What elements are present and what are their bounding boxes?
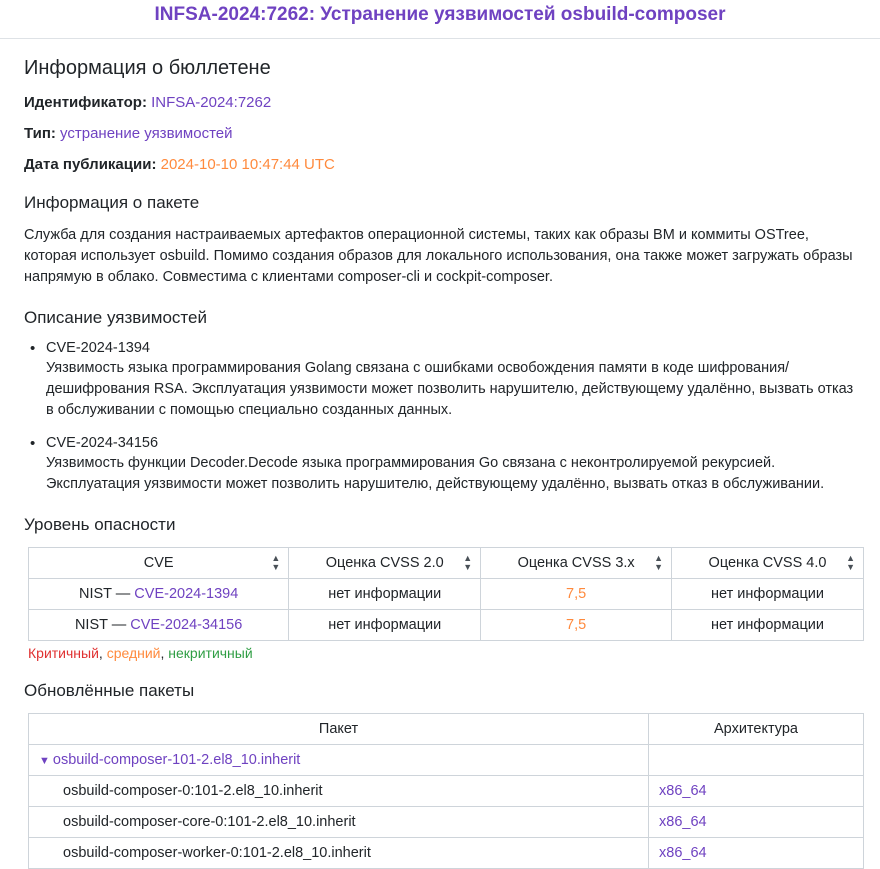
package-description: Служба для создания настраиваемых артефактов операционной системы, таких как образы ВМ и коммиты OSTree, которая использует osbuild. Помимо создания образов для локального использования, она также может загружать образы напрямую в облако. Совместима с клиентами composer-cli и cockpit-composer. — [24, 227, 853, 286]
bulletin-date-label: Дата публикации: — [24, 156, 157, 173]
legend-medium: средний — [106, 645, 161, 662]
column-header-cvss3-label: Оценка CVSS 3.x — [517, 555, 635, 572]
vulnerability-description: Уязвимость языка программирования Golang связана с ошибками освобождения памяти в коде шифрования/дешифрования RSA. Эксплуатация уязвимости может позволить нарушителю, действующему удалённо, вызвать отказ в обслуживании с помощью специально созданных данных. — [46, 360, 854, 419]
bulletin-type-row — [24, 125, 856, 142]
package-name: osbuild-composer-0:101-2.el8_10.inherit — [29, 776, 649, 807]
severity-cve-link[interactable]: CVE-2024-1394 — [134, 586, 239, 603]
vulnerability-description: Уязвимость функции Decoder.Decode языка программирования Go связана с неконтролируемой рекурсией. Эксплуатация уязвимости может позволить нарушителю, действующему удалённо, вызвать отказ в обслуживании. — [46, 455, 825, 493]
bulletin-id-label: Идентификатор: — [24, 94, 147, 111]
bulletin-id-link[interactable]: INFSA-2024:7262 — [151, 94, 272, 111]
severity-cvss4-cell: нет информации — [672, 610, 864, 641]
column-header-cve[interactable] — [29, 548, 289, 579]
package-name: osbuild-composer-worker-0:101-2.el8_10.inherit — [29, 838, 649, 869]
column-header-arch: Архитектура — [649, 714, 864, 745]
package-arch-cell — [649, 776, 864, 807]
package-group-arch — [649, 745, 864, 776]
package-arch[interactable]: x86_64 — [659, 783, 707, 800]
package-group-label[interactable]: osbuild-composer-101-2.el8_10.inherit — [52, 752, 301, 769]
package-arch[interactable]: x86_64 — [659, 814, 707, 831]
bulletin-date-value: 2024-10-10 10:47:44 UTC — [160, 156, 335, 173]
sort-icon[interactable]: ▲ ▼ — [654, 553, 664, 573]
table-row — [29, 610, 864, 641]
table-header-row — [29, 714, 864, 745]
title-divider — [0, 38, 880, 39]
table-row — [29, 579, 864, 610]
vulnerability-id: • CVE-2024-34156 — [46, 435, 159, 452]
severity-source: NIST — — [74, 617, 127, 634]
severity-cvss3-cell: 7,5 — [481, 579, 672, 610]
vulnerability-list — [24, 340, 856, 495]
packages-heading: Обновлённые пакеты — [24, 681, 195, 701]
column-header-cvss2[interactable] — [289, 548, 481, 579]
legend-critical: Критичный — [28, 645, 99, 662]
package-arch[interactable]: x86_64 — [659, 845, 707, 862]
severity-cve-link[interactable]: CVE-2024-34156 — [130, 617, 243, 634]
severity-cve-cell — [29, 610, 289, 641]
severity-source: NIST — — [78, 586, 131, 603]
packages-table — [28, 713, 864, 869]
column-header-cvss4[interactable] — [672, 548, 864, 579]
package-arch-cell — [649, 838, 864, 869]
page-title: INFSA-2024:7262: Устранение уязвимостей osbuild-composer — [154, 4, 726, 25]
sort-icon[interactable]: ▲ ▼ — [846, 553, 855, 573]
bulletin-id-row — [24, 94, 856, 111]
table-row — [29, 807, 864, 838]
bulletin-type-label: Тип: — [24, 125, 56, 142]
package-group-row[interactable] — [29, 745, 864, 776]
content-area — [0, 57, 880, 869]
column-header-cvss3[interactable] — [481, 548, 672, 579]
table-header-row — [29, 548, 864, 579]
severity-cvss2-cell: нет информации — [289, 579, 481, 610]
table-row — [29, 838, 864, 869]
package-info-heading: Информация о пакете — [24, 193, 200, 212]
chevron-down-icon[interactable]: ▼ — [39, 755, 50, 768]
column-header-package: Пакет — [29, 714, 649, 745]
severity-heading: Уровень опасности — [24, 515, 176, 535]
column-header-cvss4-label: Оценка CVSS 4.0 — [708, 555, 827, 572]
vulnerability-id: • CVE-2024-1394 — [46, 340, 150, 357]
package-group-cell[interactable] — [29, 745, 649, 776]
legend-low: некритичный — [168, 645, 253, 662]
package-name: osbuild-composer-core-0:101-2.el8_10.inherit — [29, 807, 649, 838]
list-item — [46, 340, 856, 421]
severity-table — [28, 547, 864, 641]
vulnerabilities-heading: Описание уязвимостей — [24, 308, 207, 328]
bulletin-date-row — [24, 156, 856, 173]
legend-sep-2: , — [160, 645, 169, 662]
severity-legend — [28, 645, 856, 661]
severity-cvss3-cell: 7,5 — [481, 610, 672, 641]
severity-cve-cell — [29, 579, 289, 610]
sort-icon[interactable]: ▲ ▼ — [271, 553, 281, 573]
severity-cvss4-cell: нет информации — [672, 579, 864, 610]
bulletin-type-link[interactable]: устранение уязвимостей — [60, 125, 233, 142]
list-item — [46, 435, 856, 495]
bulletin-info-heading: Информация о бюллетене — [24, 57, 271, 79]
column-header-cve-label: CVE — [143, 555, 174, 572]
legend-sep-1: , — [98, 645, 107, 662]
package-arch-cell — [649, 807, 864, 838]
severity-cvss2-cell: нет информации — [289, 610, 481, 641]
sort-icon[interactable]: ▲ ▼ — [463, 553, 473, 573]
column-header-cvss2-label: Оценка CVSS 2.0 — [325, 555, 444, 572]
table-row — [29, 776, 864, 807]
